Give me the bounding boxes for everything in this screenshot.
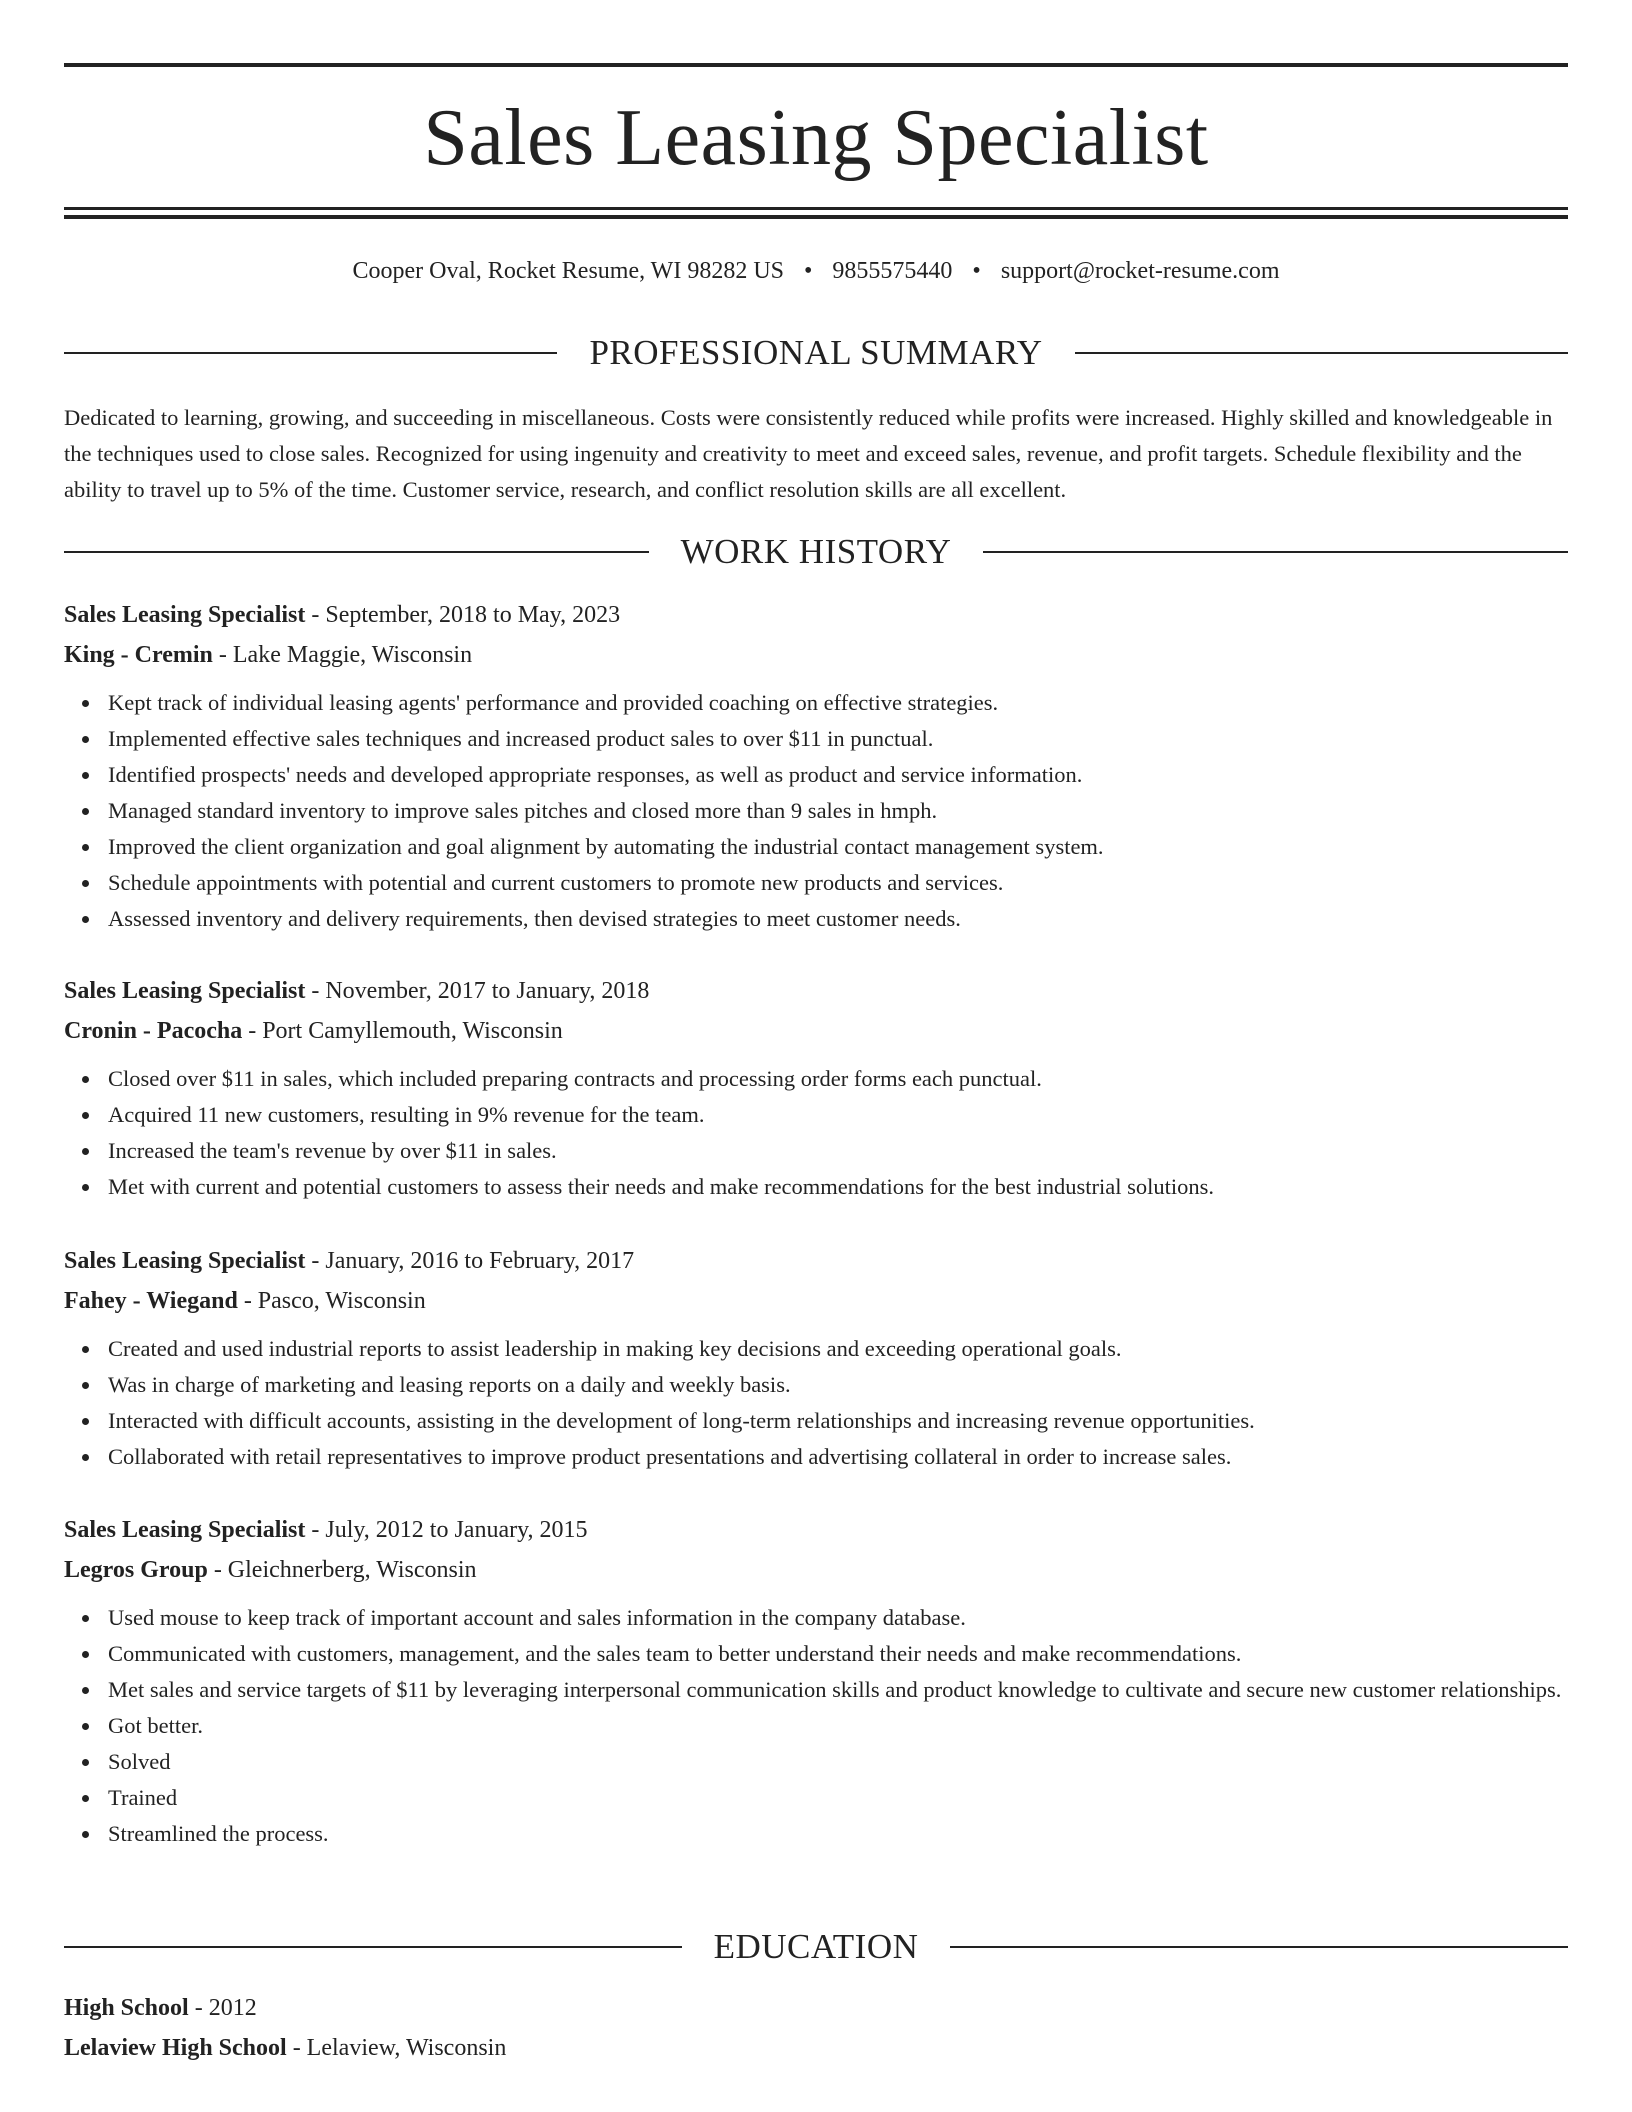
list-item: Met sales and service targets of $11 by leveraging interpersonal communication skills and product knowledge to cultivate and secure new customer relationships. [108, 1672, 1568, 1708]
section-header-education [64, 1925, 1568, 1969]
list-item: Assessed inventory and delivery requirements, then devised strategies to meet customer needs. [108, 901, 1568, 937]
list-item: Improved the client organization and goal alignment by automating the industrial contact management system. [108, 829, 1568, 865]
job-dates: - November, 2017 to January, 2018 [305, 978, 650, 1004]
list-item: Created and used industrial reports to assist leadership in making key decisions and exceeding operational goals. [108, 1331, 1568, 1367]
job-dates: - January, 2016 to February, 2017 [305, 1248, 635, 1274]
top-rule [64, 63, 1568, 67]
section-rule [64, 1946, 682, 1948]
contact-line [64, 254, 1568, 288]
job-company-line [64, 1281, 1568, 1321]
list-item: Identified prospects' needs and developed appropriate responses, as well as product and service information. [108, 757, 1568, 793]
list-item: Was in charge of marketing and leasing reports on a daily and weekly basis. [108, 1367, 1568, 1403]
section-title: WORK HISTORY [680, 532, 952, 571]
job-company: Cronin - Pacocha [64, 1018, 243, 1044]
job-title: Sales Leasing Specialist [64, 1248, 306, 1274]
section-rule [950, 1946, 1568, 1948]
education-entry [64, 1988, 1568, 2068]
section-title: PROFESSIONAL SUMMARY [589, 333, 1043, 372]
job-title-line [64, 1241, 1568, 1281]
section-rule [64, 551, 649, 553]
title-rule-upper [64, 207, 1568, 210]
job-company: Fahey - Wiegand [64, 1288, 238, 1314]
job-company-line [64, 635, 1568, 675]
list-item: Closed over $11 in sales, which included preparing contracts and processing order forms each punctual. [108, 1061, 1568, 1097]
list-item: Trained [108, 1780, 1568, 1816]
job-bullets [64, 1600, 1568, 1852]
contact-address: Cooper Oval, Rocket Resume, WI 98282 US [352, 258, 784, 284]
separator-dot: • [972, 258, 981, 284]
section-rule [64, 352, 557, 354]
education-school: Lelaview High School [64, 2035, 287, 2061]
list-item: Schedule appointments with potential and current customers to promote new products and services. [108, 865, 1568, 901]
list-item: Acquired 11 new customers, resulting in 9% revenue for the team. [108, 1097, 1568, 1133]
job-company: King - Cremin [64, 642, 213, 668]
list-item: Kept track of individual leasing agents' performance and provided coaching on effective strategies. [108, 685, 1568, 721]
job-location: - Gleichnerberg, Wisconsin [207, 1557, 477, 1583]
section-rule [983, 551, 1568, 553]
section-title: EDUCATION [713, 1927, 919, 1966]
job-bullets [64, 1061, 1568, 1205]
resume-title: Sales Leasing Specialist [423, 94, 1209, 182]
job-title-line [64, 1510, 1568, 1550]
job-title: Sales Leasing Specialist [64, 978, 306, 1004]
list-item: Interacted with difficult accounts, assisting in the development of long-term relationships and increasing revenue opportunities. [108, 1403, 1568, 1439]
job-company-line [64, 1011, 1568, 1051]
job-location: - Lake Maggie, Wisconsin [212, 642, 473, 668]
job-company: Legros Group [64, 1557, 208, 1583]
education-school-line [64, 2028, 1568, 2068]
job-title: Sales Leasing Specialist [64, 1517, 306, 1543]
job-location: - Pasco, Wisconsin [237, 1288, 426, 1314]
section-header-work-history [64, 530, 1568, 574]
job-bullets [64, 1331, 1568, 1475]
list-item: Increased the team's revenue by over $11 in sales. [108, 1133, 1568, 1169]
job-entry [64, 1241, 1568, 1475]
job-dates: - July, 2012 to January, 2015 [305, 1517, 588, 1543]
list-item: Managed standard inventory to improve sales pitches and closed more than 9 sales in hmph. [108, 793, 1568, 829]
summary-text: Dedicated to learning, growing, and succeeding in miscellaneous. Costs were consistently reduced while profits were increased. Highly skilled and knowledgeable in the techniques used to close sales. Recognized for using ingenuity and creativity to meet and exceed sales, revenue, and profit targets. Schedule flexibility and the ability to travel up to 5% of the time. Customer service, research, and conflict resolution skills are all excellent. [64, 405, 1553, 502]
contact-phone: 9855575440 [832, 258, 953, 284]
job-location: - Port Camyllemouth, Wisconsin [242, 1018, 563, 1044]
education-location: - Lelaview, Wisconsin [286, 2035, 507, 2061]
job-entry [64, 971, 1568, 1205]
section-header-summary [64, 331, 1568, 375]
list-item: Got better. [108, 1708, 1568, 1744]
section-rule [1075, 352, 1568, 354]
list-item: Used mouse to keep track of important account and sales information in the company database. [108, 1600, 1568, 1636]
job-entry [64, 1510, 1568, 1852]
list-item: Solved [108, 1744, 1568, 1780]
separator-dot: • [804, 258, 813, 284]
list-item: Streamlined the process. [108, 1816, 1568, 1852]
job-title-line [64, 971, 1568, 1011]
job-title-line [64, 595, 1568, 635]
list-item: Collaborated with retail representatives to improve product presentations and advertising collateral in order to increase sales. [108, 1439, 1568, 1475]
contact-email[interactable]: support@rocket-resume.com [1000, 258, 1280, 284]
education-degree-line [64, 1988, 1568, 2028]
job-dates: - September, 2018 to May, 2023 [305, 602, 621, 628]
list-item: Met with current and potential customers to assess their needs and make recommendations for the best industrial solutions. [108, 1169, 1568, 1205]
education-degree: High School [64, 1995, 189, 2021]
job-bullets [64, 685, 1568, 937]
job-title: Sales Leasing Specialist [64, 602, 306, 628]
list-item: Communicated with customers, management, and the sales team to better understand their needs and make recommendations. [108, 1636, 1568, 1672]
education-year: - 2012 [188, 1995, 257, 2021]
title-rule-lower [64, 215, 1568, 219]
job-entry [64, 595, 1568, 937]
list-item: Implemented effective sales techniques and increased product sales to over $11 in punctual. [108, 721, 1568, 757]
job-company-line [64, 1550, 1568, 1590]
